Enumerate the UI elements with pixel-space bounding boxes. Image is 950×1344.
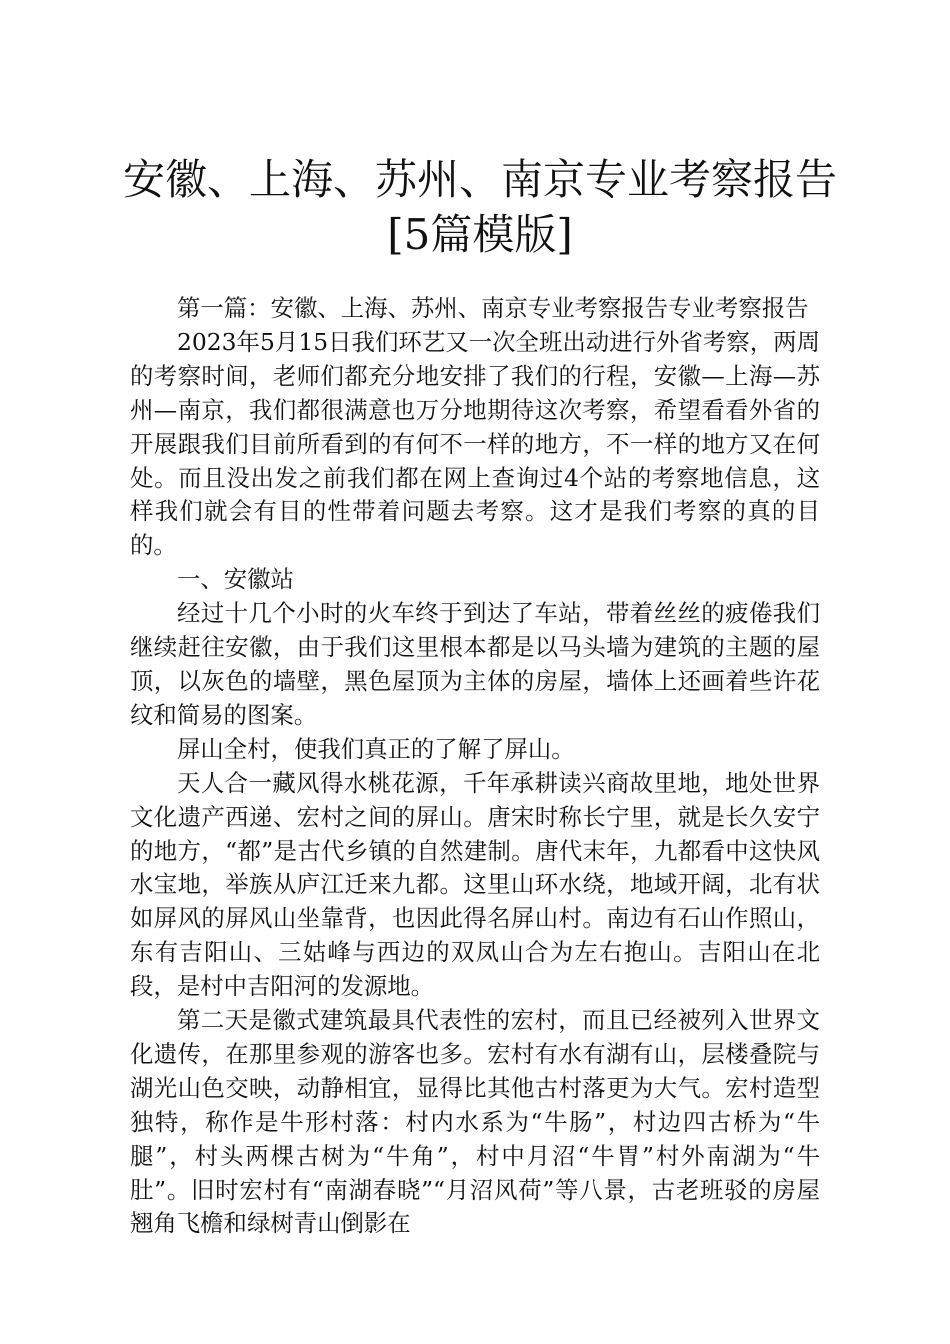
paragraph-arrival: 经过十几个小时的火车终于到达了车站，带着丝丝的疲倦我们继续赶往安徽，由于我们这里根本都是以马头墙为建筑的主题的屋顶，以灰色的墙壁，黑色屋顶为主体的房屋，墙体上还画着些许花纹和简易的图案。 bbox=[130, 599, 820, 729]
paragraph-pingshan-intro: 屏山全村，使我们真正的了解了屏山。 bbox=[177, 734, 575, 763]
section-heading-anhui: 一、安徽站 bbox=[177, 565, 294, 594]
document-title: 安徽、上海、苏州、南京专业考察报告[5篇模版] bbox=[122, 155, 837, 259]
paragraph-hongcun: 第二天是徽式建筑最具代表性的宏村，而且已经被列入世界文化遗传，在那里参观的游客也多。宏村有水有湖有山，层楼叠院与湖光山色交映，动静相宜，显得比其他古村落更为大气。宏村造型独特，称作是牛形村落：村内水系为“牛肠”，村边四古桥为“牛腿”，村头两棵古树为“牛角”，村中月沼“牛胃”村外南湖为“牛肚”。旧时宏村有“南湖春晓”“月沼风荷”等八景，古老班驳的房屋翘角飞檐和绿树青山倒影在 bbox=[130, 1006, 820, 1238]
document-body bbox=[130, 292, 820, 1241]
paragraph-chapter-heading: 第一篇：安徽、上海、苏州、南京专业考察报告专业考察报告 bbox=[177, 294, 809, 322]
paragraph-intro: 2023年5月15日我们环艺又一次全班出动进行外省考察，两周的考察时间，老师们都充分地安排了我们的行程，安徽—上海—苏州—南京，我们都很满意也万分地期待这次考察，希望看看外省的开展跟我们目前所看到的有何不一样的地方，不一样的地方又在何处。而且没出发之前我们都在网上查询过4个站的考察地信息，这样我们就会有目的性带着问题去考察。这才是我们考察的真的目的。 bbox=[130, 327, 820, 560]
paragraph-pingshan-detail: 天人合一藏风得水桃花源，千年承耕读兴商故里地，地处世界文化遗产西递、宏村之间的屏山。唐宋时称长宁里，就是长久安宁的地方，“都”是古代乡镇的自然建制。唐代末年，九都看中这快风水宝地，举族从庐江迁来九都。这里山环水绕，地域开阔，北有状如屏风的屏风山坐靠背，也因此得名屏山村。南边有石山作照山，东有吉阳山、三姑峰与西边的双凤山合为左右抱山。吉阳山在北段，是村中吉阳河的发源地。 bbox=[130, 768, 820, 1001]
